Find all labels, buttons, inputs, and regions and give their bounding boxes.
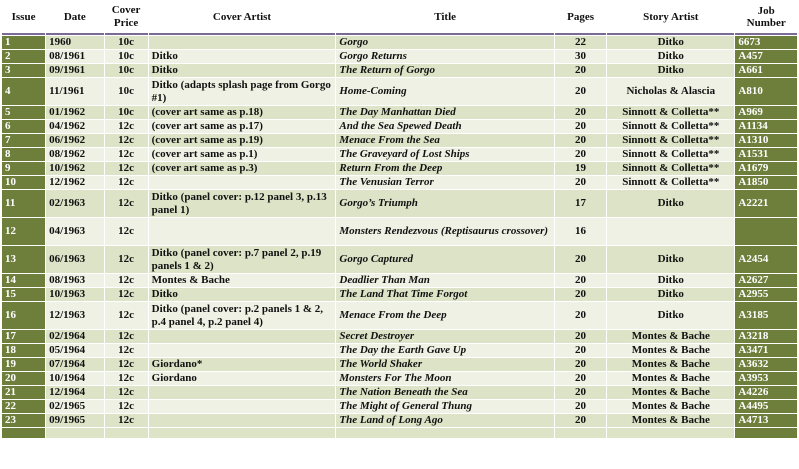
- cell-pages: 20: [555, 400, 606, 413]
- cell-story-artist: Montes & Bache: [607, 330, 734, 343]
- cell-title: The World Shaker: [336, 358, 554, 371]
- cell-cover-artist: (cover art same as p.3): [149, 162, 336, 175]
- cell-issue: 6: [2, 120, 45, 133]
- cell-pages: 20: [555, 386, 606, 399]
- footer-cell: [2, 428, 45, 438]
- table-row: [2, 50, 797, 63]
- cell-issue: 19: [2, 358, 45, 371]
- footer-cell: [149, 428, 336, 438]
- header-pages: Pages: [555, 1, 606, 35]
- cell-issue: 4: [2, 78, 45, 105]
- cell-issue: 5: [2, 106, 45, 119]
- cell-date: 04/1963: [46, 218, 103, 245]
- cell-date: 1960: [46, 36, 103, 49]
- table-row: [2, 134, 797, 147]
- cell-issue: 18: [2, 344, 45, 357]
- cell-cover-artist: (cover art same as p.19): [149, 134, 336, 147]
- cell-pages: 20: [555, 358, 606, 371]
- cell-cover-price: 12c: [105, 162, 148, 175]
- cell-issue: 22: [2, 400, 45, 413]
- cell-cover-price: 12c: [105, 190, 148, 217]
- cell-issue: 10: [2, 176, 45, 189]
- cell-cover-price: 12c: [105, 414, 148, 427]
- cell-title: The Day Manhattan Died: [336, 106, 554, 119]
- footer-cell: [336, 428, 554, 438]
- cell-cover-artist: Giordano*: [149, 358, 336, 371]
- table-row: [2, 386, 797, 399]
- table-row: [2, 274, 797, 287]
- cell-cover-price: 12c: [105, 148, 148, 161]
- cell-date: 09/1961: [46, 64, 103, 77]
- header-job-number: Job Number: [735, 1, 797, 35]
- header-story-artist: Story Artist: [607, 1, 734, 35]
- cell-cover-artist: (cover art same as p.18): [149, 106, 336, 119]
- issues-table: [1, 0, 798, 439]
- cell-title: Menace From the Deep: [336, 302, 554, 329]
- cell-story-artist: Montes & Bache: [607, 400, 734, 413]
- footer-cell: [105, 428, 148, 438]
- cell-cover-price: 12c: [105, 274, 148, 287]
- table-row: [2, 330, 797, 343]
- cell-cover-price: 12c: [105, 120, 148, 133]
- cell-pages: 20: [555, 148, 606, 161]
- cell-pages: 20: [555, 372, 606, 385]
- cell-story-artist: Ditko: [607, 288, 734, 301]
- cell-date: 09/1965: [46, 414, 103, 427]
- cell-job-number: A2221: [735, 190, 797, 217]
- cell-cover-price: 10c: [105, 36, 148, 49]
- cell-job-number: A3471: [735, 344, 797, 357]
- table-row: [2, 358, 797, 371]
- cell-job-number: A3953: [735, 372, 797, 385]
- cell-cover-price: 12c: [105, 302, 148, 329]
- cell-date: 05/1964: [46, 344, 103, 357]
- cell-cover-price: 12c: [105, 344, 148, 357]
- issues-table-container: [1, 0, 798, 468]
- cell-date: 11/1961: [46, 78, 103, 105]
- cell-pages: 17: [555, 190, 606, 217]
- cell-pages: 20: [555, 78, 606, 105]
- cell-job-number: A4495: [735, 400, 797, 413]
- cell-story-artist: Montes & Bache: [607, 358, 734, 371]
- cell-date: 02/1963: [46, 190, 103, 217]
- cell-issue: 2: [2, 50, 45, 63]
- cell-story-artist: Sinnott & Colletta**: [607, 120, 734, 133]
- table-row: [2, 344, 797, 357]
- cell-issue: 1: [2, 36, 45, 49]
- cell-title: Deadlier Than Man: [336, 274, 554, 287]
- cell-cover-artist: [149, 176, 336, 189]
- cell-job-number: A1679: [735, 162, 797, 175]
- table-row: [2, 162, 797, 175]
- cell-date: 06/1963: [46, 246, 103, 273]
- table-body: [2, 36, 797, 438]
- cell-cover-price: 10c: [105, 106, 148, 119]
- cell-cover-price: 12c: [105, 246, 148, 273]
- cell-issue: 3: [2, 64, 45, 77]
- cell-pages: 20: [555, 414, 606, 427]
- cell-title: The Land That Time Forgot: [336, 288, 554, 301]
- header-row: [2, 1, 797, 35]
- cell-title: The Graveyard of Lost Ships: [336, 148, 554, 161]
- cell-story-artist: Ditko: [607, 190, 734, 217]
- cell-title: The Might of General Thung: [336, 400, 554, 413]
- cell-issue: 11: [2, 190, 45, 217]
- cell-issue: 7: [2, 134, 45, 147]
- cell-issue: 15: [2, 288, 45, 301]
- cell-title: Gorgo’s Triumph: [336, 190, 554, 217]
- cell-story-artist: Montes & Bache: [607, 414, 734, 427]
- cell-pages: 30: [555, 50, 606, 63]
- cell-job-number: A810: [735, 78, 797, 105]
- table-row: [2, 218, 797, 245]
- cell-pages: 20: [555, 288, 606, 301]
- cell-title: Gorgo Returns: [336, 50, 554, 63]
- table-row: [2, 414, 797, 427]
- table-row: [2, 302, 797, 329]
- cell-cover-price: 12c: [105, 176, 148, 189]
- cell-job-number: 6673: [735, 36, 797, 49]
- table-row: [2, 120, 797, 133]
- cell-cover-artist: (cover art same as p.1): [149, 148, 336, 161]
- cell-job-number: A2955: [735, 288, 797, 301]
- cell-cover-artist: [149, 386, 336, 399]
- cell-pages: 20: [555, 246, 606, 273]
- cell-cover-price: 12c: [105, 358, 148, 371]
- table-row: [2, 106, 797, 119]
- cell-job-number: A3218: [735, 330, 797, 343]
- cell-cover-price: 12c: [105, 134, 148, 147]
- cell-cover-artist: Ditko (panel cover: p.7 panel 2, p.19 panels 1 & 2): [149, 246, 336, 273]
- cell-pages: 22: [555, 36, 606, 49]
- cell-pages: 16: [555, 218, 606, 245]
- cell-cover-price: 10c: [105, 78, 148, 105]
- cell-cover-artist: Ditko: [149, 50, 336, 63]
- table-row: [2, 78, 797, 105]
- cell-cover-artist: [149, 36, 336, 49]
- cell-title: The Venusian Terror: [336, 176, 554, 189]
- cell-cover-artist: Ditko: [149, 64, 336, 77]
- cell-cover-artist: [149, 344, 336, 357]
- cell-job-number: A1850: [735, 176, 797, 189]
- cell-date: 02/1965: [46, 400, 103, 413]
- footer-cell: [735, 428, 797, 438]
- cell-title: The Land of Long Ago: [336, 414, 554, 427]
- cell-pages: 20: [555, 134, 606, 147]
- cell-cover-artist: Ditko (panel cover: p.2 panels 1 & 2, p.4 panel 4, p.2 panel 4): [149, 302, 336, 329]
- cell-story-artist: Ditko: [607, 246, 734, 273]
- table-row: [2, 176, 797, 189]
- cell-cover-price: 12c: [105, 330, 148, 343]
- table-row: [2, 190, 797, 217]
- cell-title: Gorgo Captured: [336, 246, 554, 273]
- cell-pages: 20: [555, 176, 606, 189]
- cell-title: Menace From the Sea: [336, 134, 554, 147]
- table-row: [2, 288, 797, 301]
- cell-story-artist: Montes & Bache: [607, 372, 734, 385]
- cell-date: 01/1962: [46, 106, 103, 119]
- cell-job-number: A1134: [735, 120, 797, 133]
- cell-job-number: A969: [735, 106, 797, 119]
- cell-story-artist: Montes & Bache: [607, 344, 734, 357]
- cell-issue: 14: [2, 274, 45, 287]
- cell-pages: 20: [555, 64, 606, 77]
- cell-pages: 20: [555, 302, 606, 329]
- cell-title: Monsters For The Moon: [336, 372, 554, 385]
- cell-date: 02/1964: [46, 330, 103, 343]
- table-row: [2, 148, 797, 161]
- cell-story-artist: Ditko: [607, 274, 734, 287]
- cell-job-number: A3185: [735, 302, 797, 329]
- table-row: [2, 64, 797, 77]
- cell-issue: 13: [2, 246, 45, 273]
- header-cover-artist: Cover Artist: [149, 1, 336, 35]
- cell-date: 08/1961: [46, 50, 103, 63]
- header-cover-price: Cover Price: [105, 1, 148, 35]
- table-row: [2, 400, 797, 413]
- cell-story-artist: Nicholas & Alascia: [607, 78, 734, 105]
- cell-cover-price: 12c: [105, 386, 148, 399]
- cell-date: 12/1962: [46, 176, 103, 189]
- cell-cover-artist: [149, 218, 336, 245]
- cell-issue: 20: [2, 372, 45, 385]
- cell-job-number: A1531: [735, 148, 797, 161]
- cell-pages: 20: [555, 344, 606, 357]
- cell-story-artist: Ditko: [607, 302, 734, 329]
- cell-cover-artist: (cover art same as p.17): [149, 120, 336, 133]
- cell-pages: 19: [555, 162, 606, 175]
- cell-cover-artist: Giordano: [149, 372, 336, 385]
- header-title: Title: [336, 1, 554, 35]
- cell-title: Secret Destroyer: [336, 330, 554, 343]
- header-date: Date: [46, 1, 103, 35]
- cell-story-artist: Montes & Bache: [607, 386, 734, 399]
- cell-issue: 8: [2, 148, 45, 161]
- cell-cover-price: 12c: [105, 400, 148, 413]
- cell-job-number: A3632: [735, 358, 797, 371]
- cell-cover-price: 10c: [105, 50, 148, 63]
- cell-title: Monsters Rendezvous (Reptisaurus crossover): [336, 218, 554, 245]
- cell-issue: 17: [2, 330, 45, 343]
- cell-job-number: A457: [735, 50, 797, 63]
- cell-story-artist: Ditko: [607, 50, 734, 63]
- cell-title: The Nation Beneath the Sea: [336, 386, 554, 399]
- cell-date: 04/1962: [46, 120, 103, 133]
- cell-story-artist: Sinnott & Colletta**: [607, 134, 734, 147]
- cell-story-artist: [607, 218, 734, 245]
- cell-title: Gorgo: [336, 36, 554, 49]
- cell-job-number: A661: [735, 64, 797, 77]
- table-row: [2, 246, 797, 273]
- cell-date: 10/1963: [46, 288, 103, 301]
- cell-date: 08/1962: [46, 148, 103, 161]
- table-footer-row: [2, 428, 797, 438]
- cell-story-artist: Sinnott & Colletta**: [607, 162, 734, 175]
- cell-story-artist: Sinnott & Colletta**: [607, 176, 734, 189]
- cell-date: 10/1964: [46, 372, 103, 385]
- cell-title: And the Sea Spewed Death: [336, 120, 554, 133]
- cell-title: Home-Coming: [336, 78, 554, 105]
- cell-cover-artist: Ditko: [149, 288, 336, 301]
- cell-cover-artist: [149, 330, 336, 343]
- cell-cover-artist: Ditko (adapts splash page from Gorgo #1): [149, 78, 336, 105]
- cell-issue: 21: [2, 386, 45, 399]
- cell-job-number: A2627: [735, 274, 797, 287]
- cell-cover-price: 10c: [105, 64, 148, 77]
- cell-date: 12/1963: [46, 302, 103, 329]
- cell-issue: 9: [2, 162, 45, 175]
- cell-title: The Return of Gorgo: [336, 64, 554, 77]
- cell-job-number: A4226: [735, 386, 797, 399]
- cell-job-number: A2454: [735, 246, 797, 273]
- cell-cover-artist: [149, 414, 336, 427]
- cell-story-artist: Ditko: [607, 64, 734, 77]
- cell-title: Return From the Deep: [336, 162, 554, 175]
- cell-date: 10/1962: [46, 162, 103, 175]
- cell-issue: 12: [2, 218, 45, 245]
- header-issue: Issue: [2, 1, 45, 35]
- cell-story-artist: Sinnott & Colletta**: [607, 106, 734, 119]
- cell-story-artist: Ditko: [607, 36, 734, 49]
- cell-cover-artist: Montes & Bache: [149, 274, 336, 287]
- cell-issue: 23: [2, 414, 45, 427]
- cell-cover-price: 12c: [105, 218, 148, 245]
- cell-job-number: A1310: [735, 134, 797, 147]
- cell-story-artist: Sinnott & Colletta**: [607, 148, 734, 161]
- cell-job-number: [735, 218, 797, 245]
- cell-date: 08/1963: [46, 274, 103, 287]
- cell-pages: 20: [555, 120, 606, 133]
- cell-title: The Day the Earth Gave Up: [336, 344, 554, 357]
- footer-cell: [555, 428, 606, 438]
- cell-pages: 20: [555, 330, 606, 343]
- cell-job-number: A4713: [735, 414, 797, 427]
- cell-cover-artist: [149, 400, 336, 413]
- cell-pages: 20: [555, 274, 606, 287]
- cell-issue: 16: [2, 302, 45, 329]
- table-row: [2, 372, 797, 385]
- cell-cover-price: 12c: [105, 288, 148, 301]
- table-row: [2, 36, 797, 49]
- cell-date: 06/1962: [46, 134, 103, 147]
- cell-date: 12/1964: [46, 386, 103, 399]
- cell-pages: 20: [555, 106, 606, 119]
- cell-cover-price: 12c: [105, 372, 148, 385]
- cell-cover-artist: Ditko (panel cover: p.12 panel 3, p.13 panel 1): [149, 190, 336, 217]
- footer-cell: [607, 428, 734, 438]
- cell-date: 07/1964: [46, 358, 103, 371]
- footer-cell: [46, 428, 103, 438]
